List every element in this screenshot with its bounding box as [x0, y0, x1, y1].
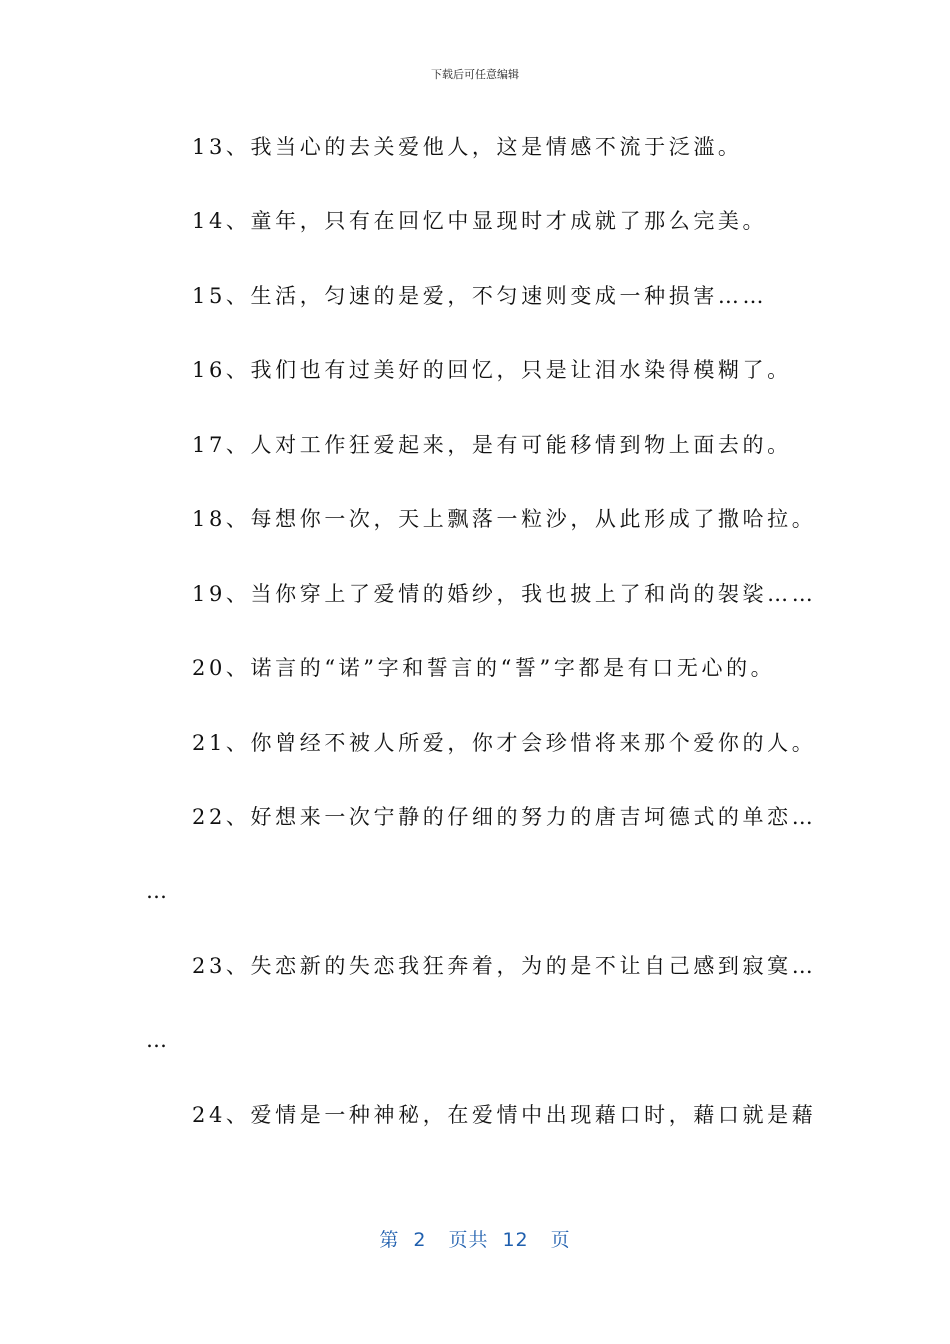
page-mid: 页共 — [448, 1229, 489, 1251]
text-line-22-continued: … — [146, 879, 171, 903]
text-line-23-continued: … — [146, 1028, 171, 1052]
text-line-18: 18、每想你一次，天上飘落一粒沙，从此形成了撒哈拉。 — [192, 507, 817, 531]
text-line-22: 22、好想来一次宁静的仔细的努力的唐吉坷德式的单恋… — [192, 805, 817, 829]
page-label: 第 — [379, 1229, 400, 1251]
page-header — [0, 66, 950, 82]
text-line-14: 14、童年，只有在回忆中显现时才成就了那么完美。 — [192, 209, 768, 233]
page-suffix: 页 — [550, 1229, 571, 1251]
text-line-13: 13、我当心的去关爱他人，这是情感不流于泛滥。 — [192, 135, 743, 159]
text-line-23: 23、失恋新的失恋我狂奔着，为的是不让自己感到寂寞… — [192, 954, 817, 978]
page-total: 12 — [502, 1229, 529, 1251]
text-line-19: 19、当你穿上了爱情的婚纱，我也披上了和尚的袈裟…… — [192, 582, 817, 606]
page-footer — [0, 1225, 950, 1252]
text-line-17: 17、人对工作狂爱起来，是有可能移情到物上面去的。 — [192, 433, 792, 457]
text-line-24: 24、爱情是一种神秘，在爱情中出现藉口时，藉口就是藉 — [192, 1103, 817, 1127]
text-line-21: 21、你曾经不被人所爱，你才会珍惜将来那个爱你的人。 — [192, 731, 817, 755]
header-text: 下载后可任意编辑 — [431, 68, 519, 81]
text-line-20: 20、诺言的“诺”字和誓言的“誓”字都是有口无心的。 — [192, 656, 776, 680]
text-line-16: 16、我们也有过美好的回忆，只是让泪水染得模糊了。 — [192, 358, 792, 382]
page-number: 2 — [413, 1229, 427, 1251]
text-line-15: 15、生活，匀速的是爱，不匀速则变成一种损害…… — [192, 284, 768, 308]
